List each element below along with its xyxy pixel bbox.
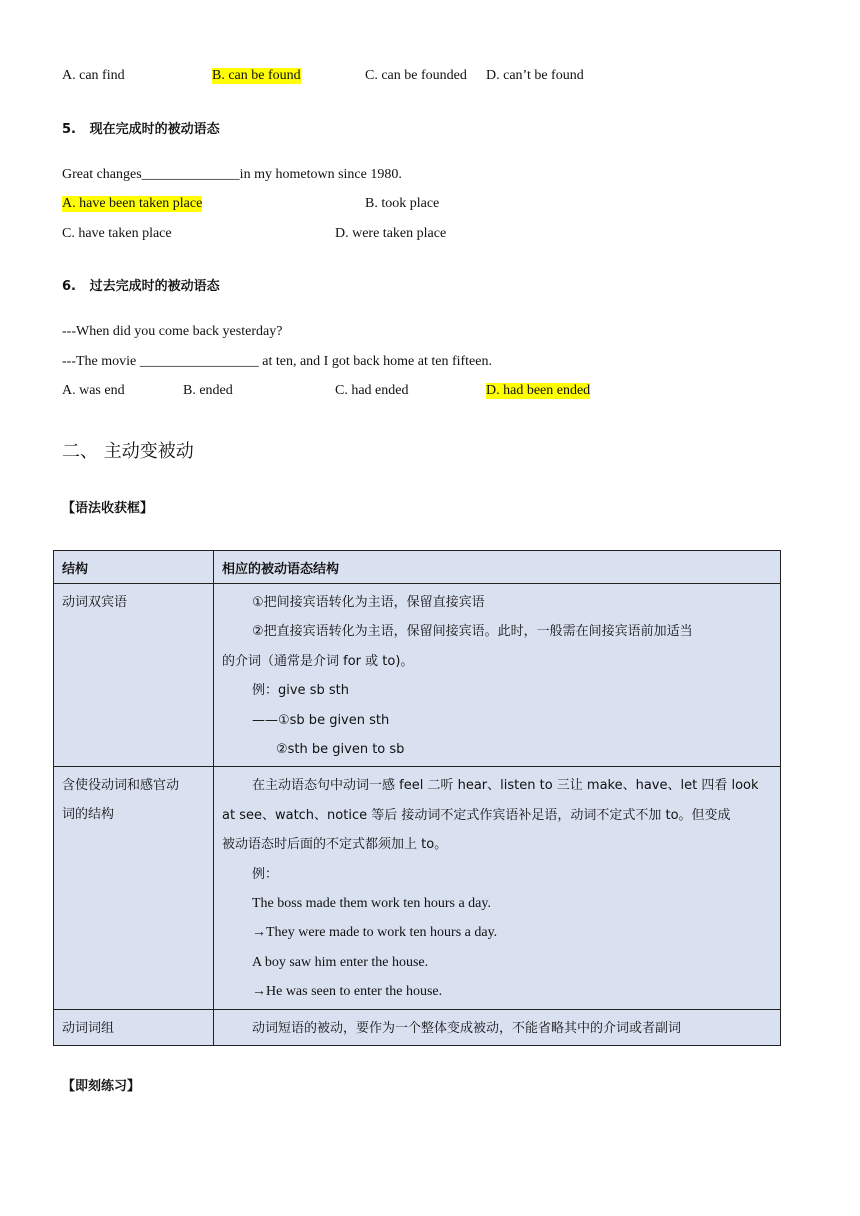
q5-number: 5. <box>62 122 76 137</box>
rule-line: 的介词（通常是介词 for 或 to)。 <box>222 653 414 669</box>
example-line: ——①sb be given sth <box>252 712 390 728</box>
q4-option-d: D. can’t be found <box>486 68 584 83</box>
table-row <box>54 584 781 767</box>
example-line: A boy saw him enter the house. <box>252 954 429 970</box>
q4-option-c: C. can be founded <box>365 68 467 83</box>
q5-stem: Great changes______________in my hometown since 1980. <box>62 167 402 182</box>
example-line: →They were made to work ten hours a day. <box>252 925 498 941</box>
q6-line-1: ---When did you come back yesterday? <box>62 324 283 339</box>
q6-heading <box>62 275 220 294</box>
header-passive-structure: 相应的被动语态结构 <box>214 551 781 584</box>
example-line: 例：give sb sth <box>252 683 349 699</box>
row-label-causative <box>54 767 214 1009</box>
q6-option-c: C. had ended <box>335 383 409 398</box>
grammar-box-label: 【语法收获框】 <box>62 501 154 516</box>
rule-line: ①把间接宾语转化为主语，保留直接宾语 <box>252 595 485 610</box>
q4-option-b-answer: B. can be found <box>212 68 301 83</box>
table-header-row <box>54 551 781 584</box>
rule-line: at see、watch、notice 等后 接动词不定式作宾语补足语，动词不定式不加 to。但变成 <box>222 807 731 823</box>
table-row <box>54 1009 781 1045</box>
row-label-double-object: 动词双宾语 <box>54 584 214 767</box>
practice-label: 【即刻练习】 <box>62 1079 141 1094</box>
q6-option-d-answer: D. had been ended <box>486 383 591 398</box>
q5-option-d: D. were taken place <box>335 226 447 241</box>
row-content-causative <box>214 767 781 1009</box>
q6-option-b: B. ended <box>183 383 233 398</box>
q6-title: 过去完成时的被动语态 <box>89 279 220 294</box>
q6-line-2: ---The movie _________________ at ten, and I got back home at ten fifteen. <box>62 354 492 369</box>
q5-option-b: B. took place <box>365 196 440 211</box>
example-line: The boss made them work ten hours a day. <box>252 896 491 912</box>
example-line: 例： <box>252 866 279 882</box>
rule-line: ②把直接宾语转化为主语，保留间接宾语。此时，一般需在间接宾语前加适当 <box>252 624 693 640</box>
rule-line: 被动语态时后面的不定式都须加上 to。 <box>222 837 448 853</box>
rule-line: 动词短语的被动，要作为一个整体变成被动，不能省略其中的介词或者副词 <box>252 1020 682 1036</box>
q5-option-a-answer: A. have been taken place <box>62 196 203 211</box>
q5-heading <box>62 118 220 137</box>
section-heading: 二、 主动变被动 <box>62 441 194 462</box>
header-structure: 结构 <box>54 551 214 584</box>
example-line: ②sth be given to sb <box>276 742 405 758</box>
example-line: →He was seen to enter the house. <box>252 984 443 1000</box>
rule-line: 在主动语态句中动词一感 feel 二听 hear、listen to 三让 make、have、let 四看 look <box>252 778 759 794</box>
row-label-line: 含使役动词和感官动 <box>62 778 180 794</box>
row-content-double-object <box>214 584 781 767</box>
q5-title: 现在完成时的被动语态 <box>89 122 220 137</box>
table-row <box>54 767 781 1009</box>
q5-option-c: C. have taken place <box>62 226 172 241</box>
row-label-phrasal: 动词词组 <box>54 1009 214 1045</box>
grammar-table <box>53 550 781 1046</box>
row-content-phrasal <box>214 1009 781 1045</box>
row-label-line: 词的结构 <box>62 807 115 823</box>
q6-number: 6. <box>62 279 76 294</box>
q4-option-a: A. can find <box>62 68 125 83</box>
q6-option-a: A. was end <box>62 383 125 398</box>
